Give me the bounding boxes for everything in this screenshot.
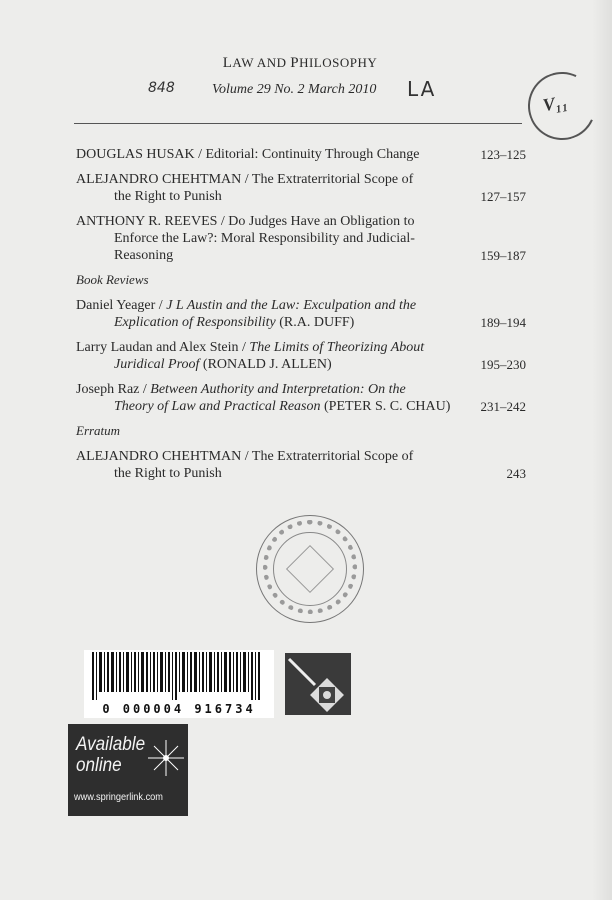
review-entry <box>76 381 526 415</box>
toc-entry <box>76 171 526 205</box>
header-rule <box>74 123 522 124</box>
page-edge-shadow <box>592 0 612 900</box>
erratum-entry <box>76 448 526 482</box>
toc-entry-continuation: Enforce the Law?: Moral Responsibility and Judicial- <box>114 231 415 246</box>
journal-title-part-hilosophy: HILOSOPHY <box>299 55 378 70</box>
review-entry <box>76 297 526 331</box>
toc-entry-continuation: the Right to Punish <box>114 189 222 204</box>
review-title-cont: Juridical Proof <box>114 357 200 372</box>
reviewer-name: (R.A. DUFF) <box>275 315 355 330</box>
review-pages: 231–242 <box>480 399 526 414</box>
review-author: Joseph Raz / <box>76 382 151 397</box>
review-pages: 189–194 <box>480 315 526 330</box>
volume-line: Volume 29 No. 2 March 2010 <box>212 82 377 97</box>
toc-entry-text: ALEJANDRO CHEHTMAN / The Extraterritorial Scope of <box>76 172 414 187</box>
review-title-cont: Theory of Law and Practical Reason <box>114 399 321 414</box>
erratum-pages: 243 <box>506 466 526 481</box>
toc-entry-continuation: Reasoning <box>114 248 174 263</box>
barcode-digits: 0 000004 916734 <box>102 702 256 716</box>
toc-entry-text: ANTHONY R. REEVES / Do Judges Have an Obligation to <box>76 214 415 229</box>
toc-entry-pages: 159–187 <box>480 248 526 263</box>
library-seal-icon <box>256 515 364 623</box>
review-title: The Limits of Theorizing About <box>249 340 425 355</box>
sparkle-icon <box>146 738 186 778</box>
toc-entry <box>76 146 526 163</box>
badge-text <box>76 734 145 776</box>
table-of-contents <box>76 146 526 490</box>
handwritten-note-left: 848 <box>148 80 175 96</box>
barcode <box>84 650 274 718</box>
review-author: Daniel Yeager / <box>76 298 167 313</box>
review-author: Larry Laudan and Alex Stein / <box>76 340 250 355</box>
toc-entry-pages: 123–125 <box>480 147 526 162</box>
book-reviews-heading: Book Reviews <box>76 272 149 287</box>
erratum-text: ALEJANDRO CHEHTMAN / The Extraterritorial Scope of <box>76 449 414 464</box>
badge-line-online: online <box>76 755 122 776</box>
corner-stamp-text: V₁₁ <box>541 91 569 116</box>
journal-title-initial-l: L <box>222 55 233 71</box>
review-pages: 195–230 <box>480 357 526 372</box>
barcode-bars-icon <box>92 652 266 700</box>
reviewer-name: (PETER S. C. CHAU) <box>320 399 451 414</box>
handwritten-note-right: LA <box>407 77 437 101</box>
toc-entry-pages: 127–157 <box>480 189 526 204</box>
toc-entry-text: DOUGLAS HUSAK / Editorial: Continuity Through Change <box>76 147 420 162</box>
journal-title-part-aw: AW AND <box>232 55 291 70</box>
badge-url: www.springerlink.com <box>74 792 163 803</box>
review-title: J L Austin and the Law: Exculpation and the <box>166 298 417 313</box>
reviewer-name: (RONALD J. ALLEN) <box>199 357 332 372</box>
badge-line-available: Available <box>76 734 146 755</box>
journal-title <box>0 55 600 72</box>
available-online-badge <box>68 724 188 816</box>
erratum-continuation: the Right to Punish <box>114 466 222 481</box>
erratum-heading: Erratum <box>76 423 121 438</box>
journal-title-initial-p: P <box>290 55 300 71</box>
barcode-addon-mark-icon <box>285 653 351 715</box>
review-title: Between Authority and Interpretation: On the <box>150 382 406 397</box>
review-entry <box>76 339 526 373</box>
toc-entry <box>76 213 526 264</box>
review-title-cont: Explication of Responsibility <box>114 315 276 330</box>
